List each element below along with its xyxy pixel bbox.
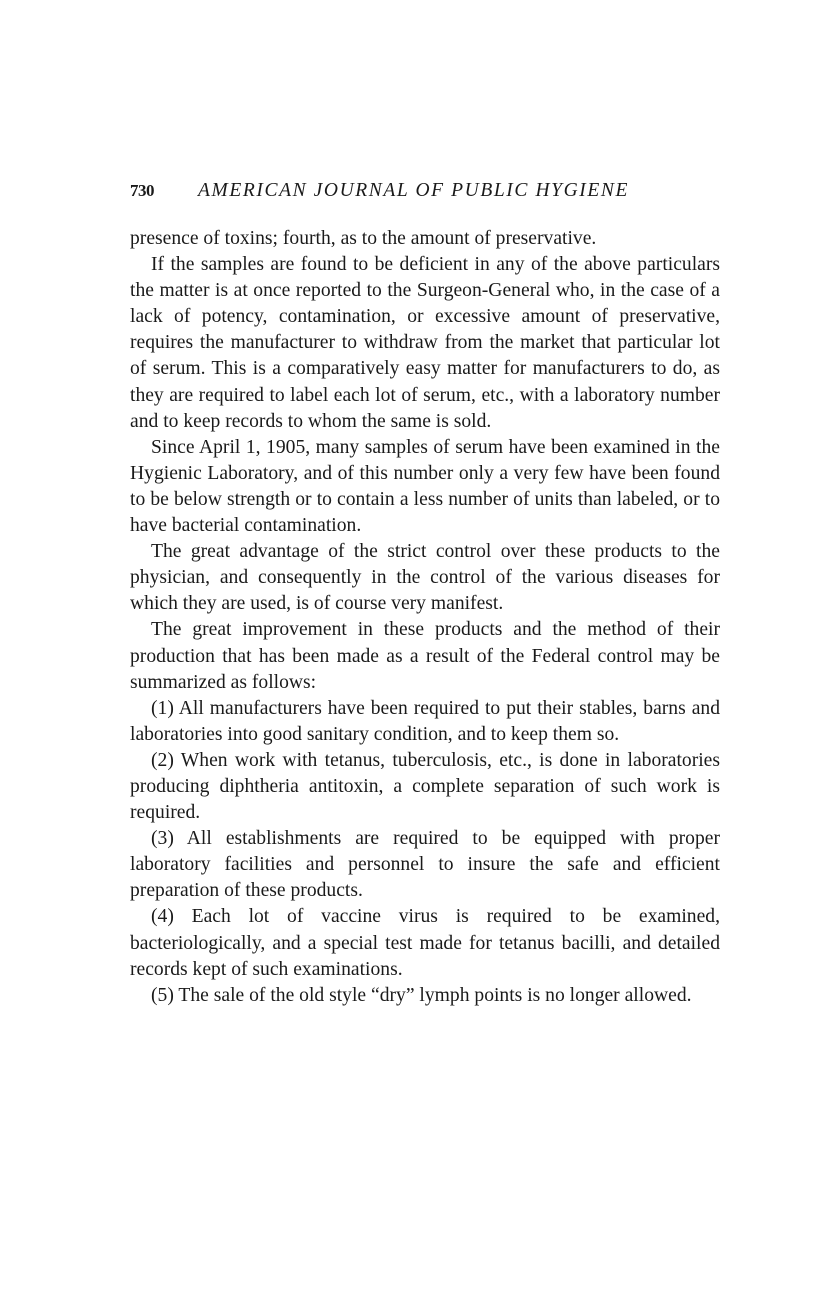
paragraph-samples-examined: Since April 1, 1905, many samples of serum have been examined in the Hygienic Laboratory, and of this number only a very few have been found to be below strength or to contain a less number of units than labeled, or to have bacterial contamination. xyxy=(130,436,720,537)
list-item-4: (4) Each lot of vaccine virus is required to be examined, bacteriologically, and a special test made for tetanus bacilli, and detailed records kept of such examinations. xyxy=(130,906,720,980)
paragraph-deficient-samples: If the samples are found to be deficient in any of the above particulars the matter is at once reported to the Surgeon-General who, in the case of a lack of potency, contamination, or excessive amount of preservative, requires the manufacturer to withdraw from the market that particular lot of serum. This is a comparatively easy matter for manufacturers to do, as they are required to label each lot of serum, etc., with a laboratory number and to keep records to whom the same is sold. xyxy=(130,254,720,432)
list-item-5: (5) The sale of the old style “dry” lymph points is no longer allowed. xyxy=(151,984,692,1006)
list-item-1: (1) All manufacturers have been required to put their stables, barns and laboratories into good sanitary condition, and to keep them so. xyxy=(130,697,720,745)
body-text xyxy=(130,226,720,1009)
paragraph-improvement-summary: The great improvement in these products and the method of their production that has been made as a result of the Federal control may be summarized as follows: xyxy=(130,619,720,693)
paragraph-continued: presence of toxins; fourth, as to the amount of preservative. xyxy=(130,228,597,249)
journal-title: AMERICAN JOURNAL OF PUBLIC HYGIENE xyxy=(198,180,630,201)
paragraph-advantage: The great advantage of the strict control over these products to the physician, and consequently in the control of the various diseases for which they are used, is of course very manifest. xyxy=(130,541,720,615)
page xyxy=(130,180,720,1009)
page-number: 730 xyxy=(130,181,154,200)
running-head xyxy=(130,180,720,210)
list-item-3: (3) All establishments are required to be equipped with proper laboratory facilities and personnel to insure the safe and efficient preparation of these products. xyxy=(130,828,720,902)
list-item-2: (2) When work with tetanus, tuberculosis, etc., is done in laboratories producing diphtheria antitoxin, a complete separation of such work is required. xyxy=(130,749,720,824)
